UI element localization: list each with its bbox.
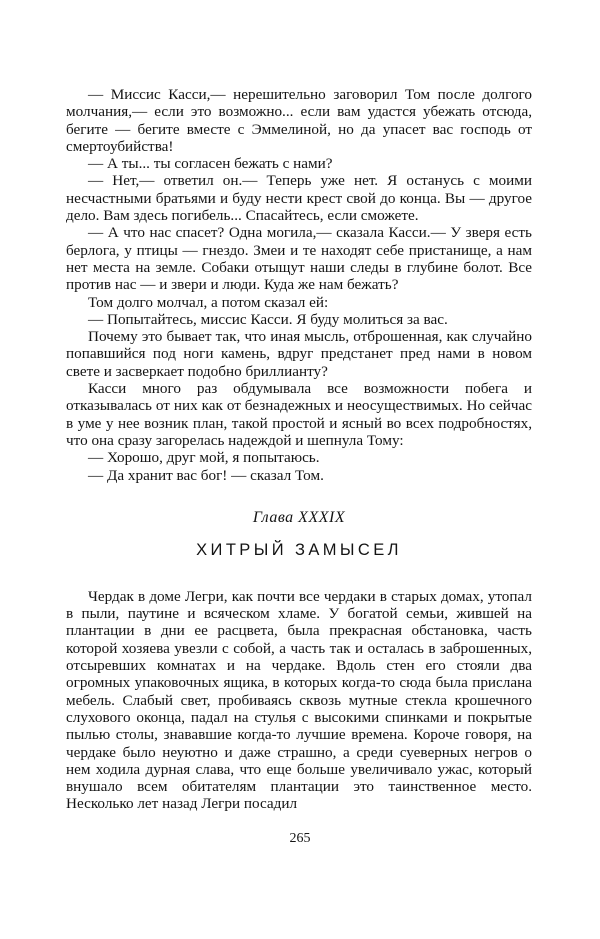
paragraph-2: — А ты... ты согласен бежать с нами? [88,155,333,173]
chapter-body [66,588,532,813]
paragraph-3: — Нет,— ответил он.— Теперь уже нет. Я останусь с моими несчастными братьями и буду нести крест свой до конца. Вы — другое дело. Вам здесь погибель... Спасайтесь, если сможете. [66,172,532,225]
chapter-label: Глава XXXIX [252,508,346,526]
paragraph-9: — Хорошо, друг мой, я попытаюсь. [88,449,320,467]
paragraph-10: — Да хранит вас бог! — сказал Том. [88,466,324,484]
paragraph-4: — А что нас спасет? Одна могила,— сказала Касси.— У зверя есть берлога, у птицы — гнездо. Змеи и те находят себе пристанище, а нам нет места на земле. Собаки отыщут наши следы в глубине болот. Все против нас — и звери и люди. Куда же нам бежать? [66,224,532,294]
chapter-opening-paragraph: Чердак в доме Легри, как почти все чердаки в старых домах, утопал в пыли, паутине и всяческом хламе. У богатой семьи, жившей на плантации в дни ее расцвета, была прекрасная обстановка, часть которой хозяева увезли с собой, а часть так и осталась в заброшенных, отсыревших комнатах и на чердаке. Вдоль стен его стояли два огромных упаковочных ящика, в которых когда-то сюда была прислана мебель. Слабый свет, пробиваясь сквозь мутные стекла крошечного слухового оконца, падал на стулья с высокими спинками и покрытые пылью столы, знававшие когда-то лучшие времена. Короче говоря, на чердаке было неуютно и даже страшно, а среди суеверных негров о нем ходила дурная слава, что еще больше увеличивало ужас, который внушало всем обитателям плантации это таинственное место. Несколько лет назад Легри посадил [66,587,532,813]
paragraph-6: — Попытайтесь, миссис Касси. Я буду молиться за вас. [88,310,448,328]
paragraph-1: — Миссис Касси,— нерешительно заговорил Том после долгого молчания,— если это возможно... если вам удастся убежать отсюда, бегите — бегите вместе с Эммелиной, но да упасет вас господь от смертоубийства! [66,86,532,155]
paragraph-5: Том долго молчал, а потом сказал ей: [88,293,329,311]
page-text [66,86,532,813]
page-number: 265 [289,831,311,846]
chapter-title: ХИТРЫЙ ЗАМЫСЕЛ [196,540,402,559]
paragraph-8: Касси много раз обдумывала все возможности побега и отказывалась от них как от безнадежных и неосуществимых. Но сейчас в уме у нее возник план, такой простой и ясный во всех подробностях, что она сразу загорелась надеждой и шепнула Тому: [66,380,532,449]
paragraph-7: Почему это бывает так, что иная мысль, отброшенная, как случайно попавшийся под ноги камень, вдруг предстанет пред нами в новом свете и засверкает подобно бриллианту? [66,328,532,380]
